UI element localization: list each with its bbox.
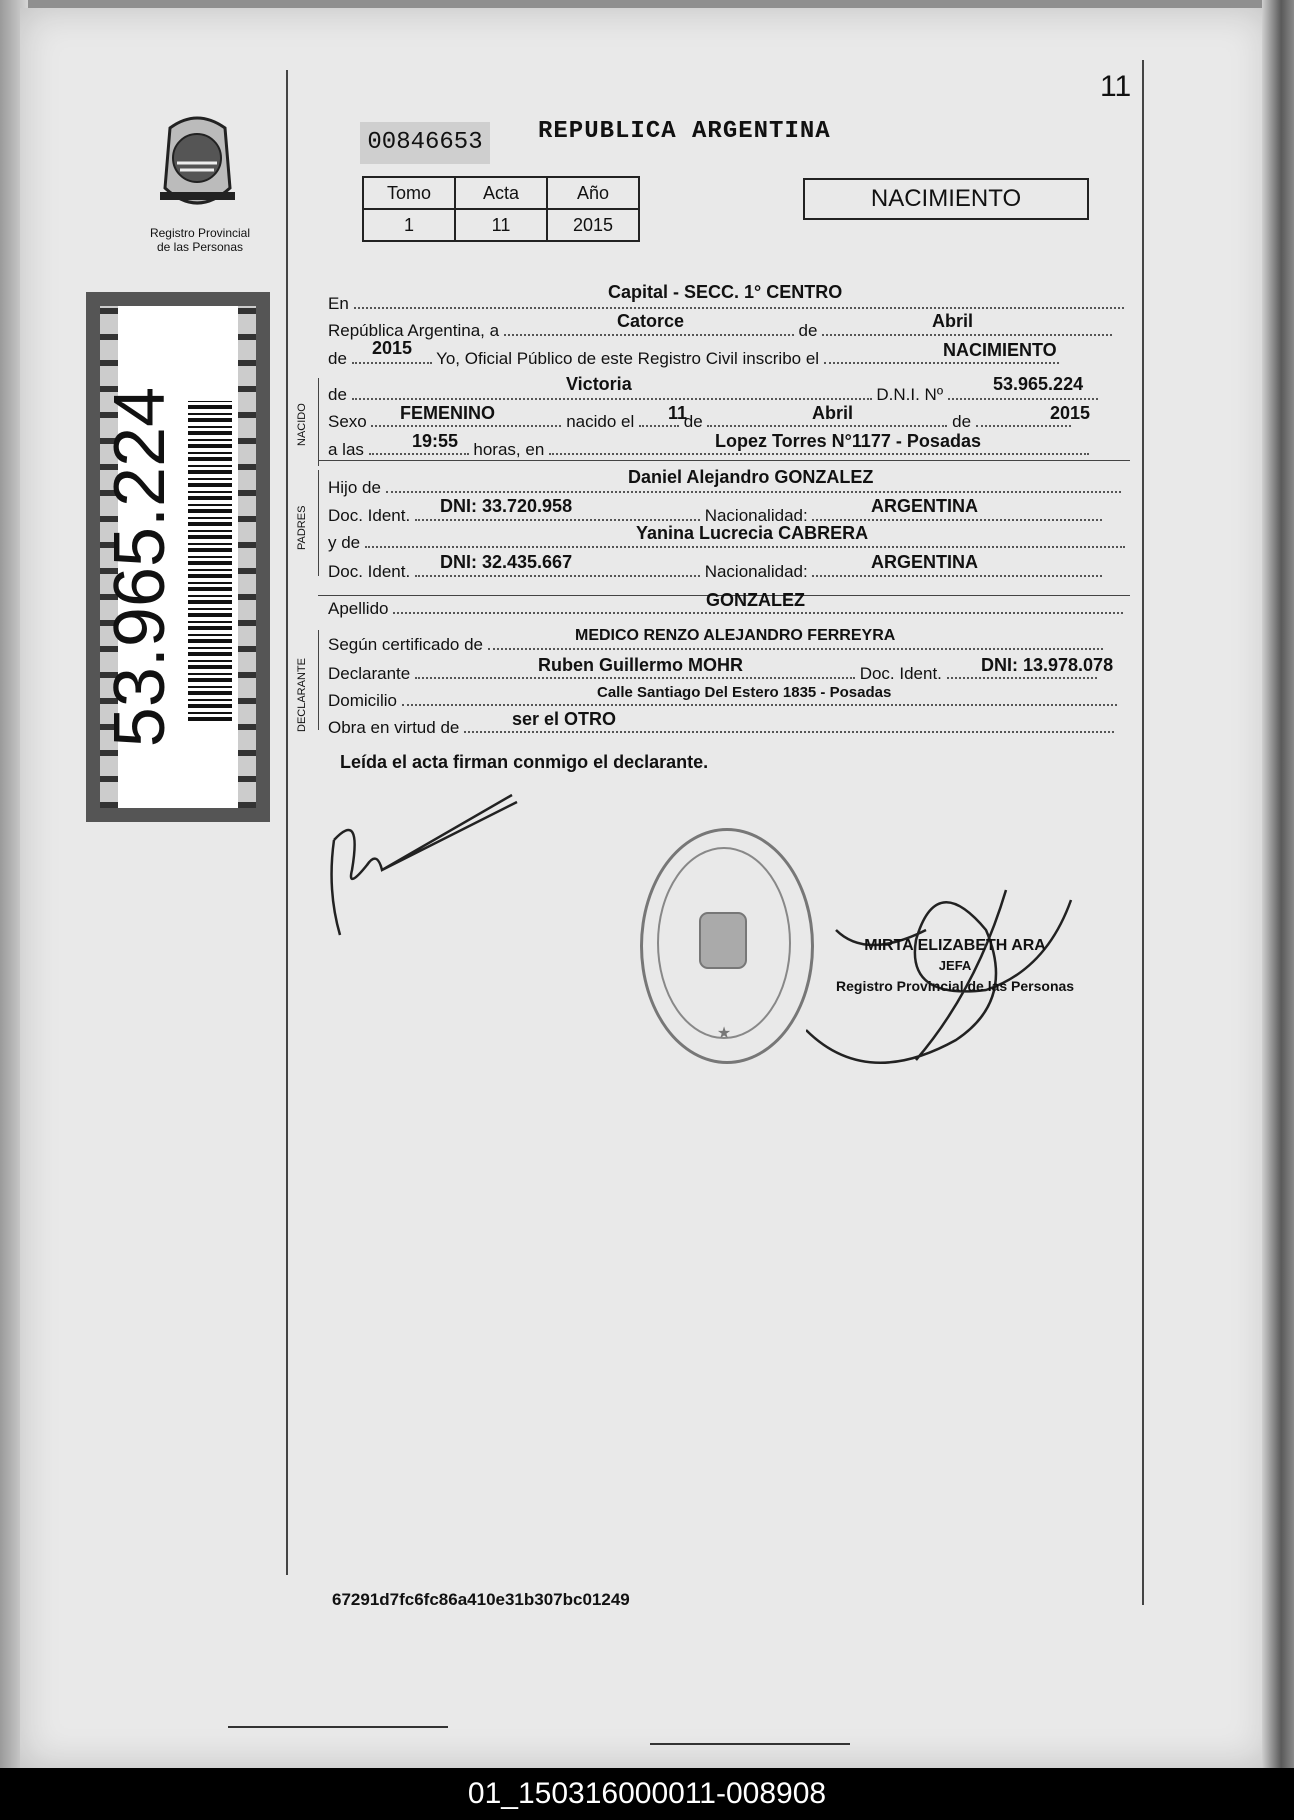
label-republica: República Argentina, a: [328, 321, 500, 340]
side-label-nacido: NACIDO: [296, 403, 308, 446]
signer-name: MIRTA ELIZABETH ARA: [864, 937, 1046, 954]
label-de: de: [328, 385, 347, 404]
label-declarante: Declarante: [328, 664, 411, 683]
value-apellido: GONZALEZ: [706, 590, 805, 610]
label-de: de: [328, 349, 347, 368]
registry-label: [135, 226, 265, 254]
value-nac-anio: 2015: [1050, 403, 1091, 423]
registry-label-line-1: Registro Provincial: [149, 226, 251, 240]
right-margin-line: [1142, 60, 1144, 1605]
row-obra: [328, 717, 1114, 738]
label-obra: Obra en virtud de: [328, 718, 460, 737]
label-doc-ident: Doc. Ident.: [859, 664, 942, 683]
value-declarante: Ruben Guillermo MOHR: [538, 655, 744, 675]
barcode-bars: [188, 401, 232, 721]
header-anio: Año: [547, 177, 639, 209]
barcode-label: [86, 292, 270, 822]
label-a-las: a las: [328, 440, 364, 459]
svg-text:★: ★: [716, 1025, 732, 1042]
label-apellido: Apellido: [328, 599, 389, 618]
value-madre: Yanina Lucrecia CABRERA: [636, 523, 869, 543]
label-domicilio: Domicilio: [328, 691, 397, 710]
value-hora: 19:55: [412, 431, 459, 451]
security-pattern-right: [238, 306, 256, 808]
barcode-number: 53.965.224: [100, 386, 180, 748]
value-nac-mes: Abril: [812, 403, 854, 423]
header-tomo: Tomo: [363, 177, 455, 209]
label-segun: Según certificado de: [328, 635, 483, 654]
scan-edge-line: [650, 1743, 850, 1745]
label-nacido-el: nacido el: [566, 412, 635, 431]
label-hijo-de: Hijo de: [328, 478, 381, 497]
registry-label-line-2: de las Personas: [156, 240, 244, 254]
signer-org: Registro Provincial de las Personas: [836, 978, 1075, 994]
record-type-box: NACIMIENTO: [803, 178, 1089, 220]
header-acta: Acta: [455, 177, 547, 209]
declarante-bracket: [318, 630, 319, 730]
label-de: de: [683, 412, 703, 431]
value-padre: Daniel Alejandro GONZALEZ: [628, 467, 874, 487]
label-de: de: [952, 412, 972, 431]
serial-number: 00846653: [360, 122, 490, 164]
padres-bracket: [318, 470, 319, 576]
value-dia: Catorce: [617, 311, 685, 331]
document-hash: 67291d7fc6fc86a410e31b307bc01249: [332, 1590, 630, 1609]
page-number: 11: [1100, 70, 1132, 103]
label-horas-en: horas, en: [473, 440, 545, 459]
value-lugar: Capital - SECC. 1° CENTRO: [608, 282, 843, 302]
signer-role: JEFA: [938, 958, 972, 973]
value-anio: 2015: [547, 209, 639, 241]
value-tomo: 1: [363, 209, 455, 241]
country-title: REPUBLICA ARGENTINA: [538, 118, 831, 145]
label-yo: Yo, Oficial Público de este Registro Civil inscribo el: [436, 349, 820, 368]
declarant-signature: [322, 790, 522, 940]
value-obra: ser el OTRO: [512, 709, 617, 729]
section-divider: [318, 460, 1130, 461]
value-sexo: FEMENINO: [400, 403, 496, 423]
label-de: de: [798, 321, 818, 340]
side-label-padres: PADRES: [296, 505, 308, 550]
value-certificado: MEDICO RENZO ALEJANDRO FERREYRA: [575, 627, 896, 644]
value-tipo: NACIMIENTO: [943, 340, 1057, 360]
value-madre-nac: ARGENTINA: [871, 552, 978, 572]
row-fecha: [328, 320, 1112, 341]
official-signer-block: [836, 936, 1074, 996]
row-nombre: [328, 384, 1098, 405]
value-declarante-doc: DNI: 13.978.078: [981, 655, 1114, 675]
scan-file-id: 01_150316000011-008908: [0, 1768, 1294, 1820]
value-nac-dia: 11: [668, 403, 688, 423]
closing-statement: Leída el acta firman conmigo el declarante.: [340, 752, 709, 772]
province-emblem-icon: [150, 108, 245, 220]
label-en: En: [328, 294, 349, 313]
label-sexo: Sexo: [328, 412, 367, 431]
scan-edge-line: [228, 1726, 448, 1728]
value-anio: 2015: [372, 338, 413, 358]
label-doc-ident: Doc. Ident.: [328, 562, 411, 581]
label-nacionalidad: Nacionalidad:: [704, 506, 808, 525]
value-mes: Abril: [932, 311, 974, 331]
value-dni: 53.965.224: [993, 374, 1084, 394]
scan-right-edge: [1262, 0, 1294, 1768]
value-domicilio: Calle Santiago Del Estero 1835 - Posadas: [597, 684, 892, 701]
stamp-emblem-icon: [640, 828, 808, 1058]
volume-table: [362, 176, 640, 242]
label-nacionalidad: Nacionalidad:: [704, 562, 808, 581]
label-doc-ident: Doc. Ident.: [328, 506, 411, 525]
left-margin-line: [286, 70, 288, 1575]
value-nombre: Victoria: [566, 374, 632, 394]
label-y-de: y de: [328, 533, 361, 552]
nacido-bracket: [318, 378, 319, 466]
side-label-declarante: DECLARANTE: [296, 658, 308, 732]
value-acta: 11: [455, 209, 547, 241]
value-padre-doc: DNI: 33.720.958: [440, 496, 573, 516]
value-padre-nac: ARGENTINA: [871, 496, 978, 516]
value-lugar-nac: Lopez Torres N°1177 - Posadas: [715, 431, 981, 451]
label-dni: D.N.I. Nº: [876, 385, 944, 404]
value-madre-doc: DNI: 32.435.667: [440, 552, 573, 572]
